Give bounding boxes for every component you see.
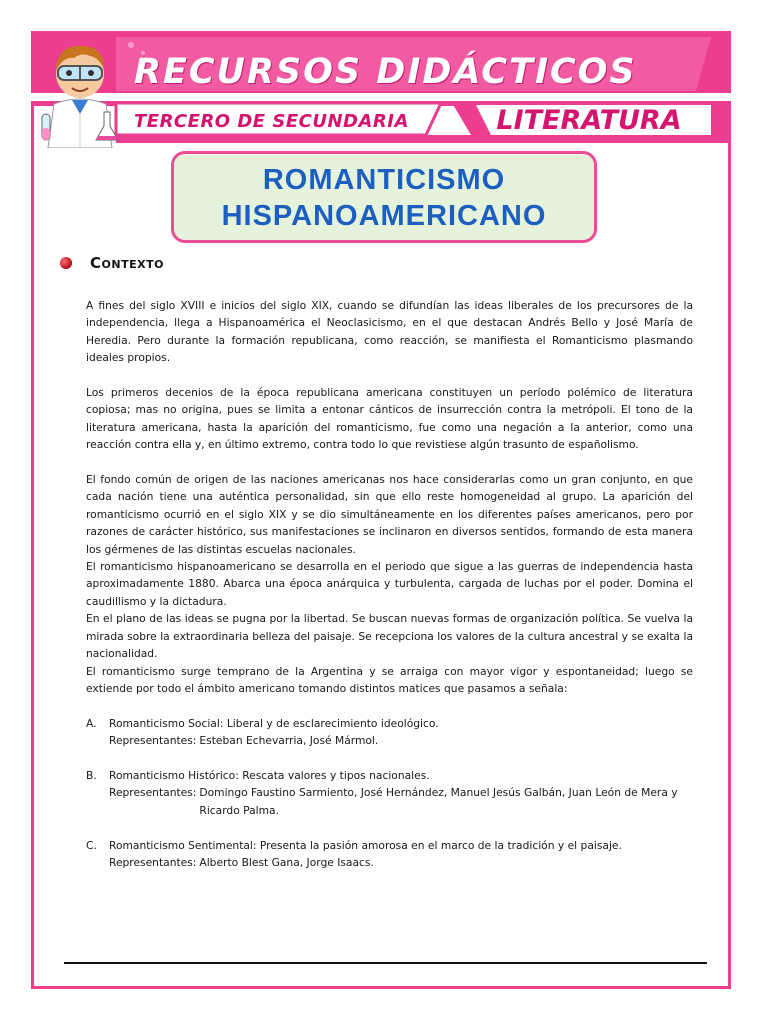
document-title-line-1: ROMANTICISMO [262, 164, 506, 196]
list-item-text: Romanticismo Sentimental: Presenta la pasión amorosa en el marco de la tradición y el paisaje. [109, 838, 622, 852]
list-item [86, 715, 693, 750]
paragraph: El fondo común de origen de las naciones americanas nos hace considerarlas como un gran conjunto, en que cada nación tiene una auténtica personalidad, sin que ello reste homogeneidad al grupo. La aparición del romanticismo ocurrió en el siglo XIX y se dio simultáneamente en los diferentes países americanos, pero por razones de carácter histórico, sus manifestaciones se inclinaron en diversos sentidos, formando de esta manera los gérmenes de las distintas escuelas nacionales. [86, 473, 693, 556]
representatives-label: Representantes: [109, 855, 197, 869]
paragraph: El romanticismo hispanoamericano se desarrolla en el periodo que sigue a las guerras de independencia hasta aproximadamente 1880. Abarca una época anárquica y turbulenta, cargada de luchas por el poder. Domina el caudillismo y la dictadura. [86, 560, 693, 608]
representatives-names: Alberto Blest Gana, Jorge Isaacs. [199, 855, 374, 869]
list-letter: B. [86, 768, 97, 782]
scientist-kid-icon [34, 34, 126, 148]
list-letter: A. [86, 716, 97, 730]
paragraph: A fines del siglo XVIII e inicios del siglo XIX, cuando se difundían las ideas liberales de los precursores de la independencia, llega a Hispanoamérica el Neoclasicismo, en el que destacan Andrés Bello y José María de Heredia. Pero durante la formación republicana, como reacción, se manifiesta el Romanticismo plasmando ideales propios. [86, 299, 693, 365]
list-item-text: Romanticismo Social: Liberal y de esclarecimiento ideológico. [109, 716, 439, 730]
banner-title: RECURSOS DIDÁCTICOS [134, 52, 637, 92]
representatives-label: Representantes: [109, 734, 197, 748]
grade-label: TERCERO DE SECUNDARIA [134, 111, 409, 132]
representatives-names: Esteban Echevarria, José Mármol. [199, 734, 379, 748]
footer-divider [64, 962, 707, 964]
paragraph: Los primeros decenios de la época republicana americana constituyen un período polémico de literatura copiosa; mas no origina, pues se limita a entonar cánticos de insurrección contra la metrópoli. El tono de la literatura americana, hasta la aparición del romanticismo, fue como una negación a la anterior, como una reacción contra ella y, en último extremo, contra todo lo que revistiese algún trasunto de españolismo. [86, 386, 693, 452]
body-text [86, 297, 693, 889]
representatives-label: Representantes: [109, 786, 197, 800]
document-title-line-2: HISPANOAMERICANO [221, 200, 547, 232]
paragraph: El romanticismo surge temprano de la Argentina y se arraiga con mayor vigor y espontaneidad; luego se extiende por todo el ámbito americano tomando distintos matices que pasamos a señala: [86, 664, 693, 695]
list-item [86, 837, 693, 872]
list-item [86, 767, 693, 819]
list-letter: C. [86, 838, 97, 852]
list-item-text: Romanticismo Histórico: Rescata valores y tipos nacionales. [109, 768, 430, 782]
section-title: Contexto [90, 254, 164, 272]
bullet-icon [60, 257, 72, 269]
representatives-names: Domingo Faustino Sarmiento, José Hernández, Manuel Jesús Galbán, Juan León de Mera y Ricardo Palma. [199, 786, 678, 817]
section-heading [60, 250, 164, 276]
subject-label: LITERATURA [496, 105, 682, 136]
document-title-box [171, 151, 597, 243]
paragraph: En el plano de las ideas se pugna por la libertad. Se buscan nuevas formas de organización política. Se vuelva la mirada sobre la extraordinaria belleza del paisaje. Se recepciona los valores de la cultura ancestral y se exalta la nacionalidad. [86, 612, 693, 661]
movement-list [86, 715, 693, 872]
